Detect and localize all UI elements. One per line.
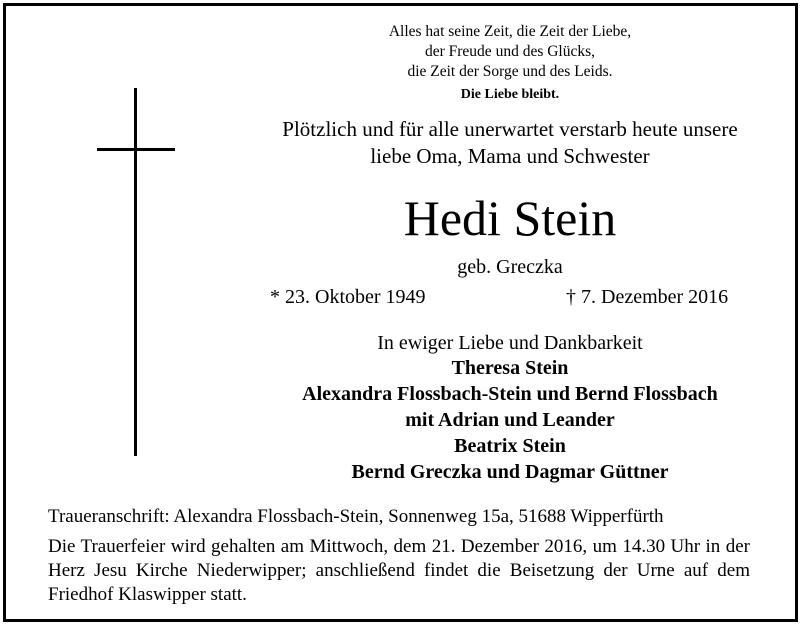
deceased-name: Hedi Stein [403, 190, 617, 246]
mourner-name: Bernd Greczka und Dagmar Güttner [351, 461, 669, 483]
quote-line: Alles hat seine Zeit, die Zeit der Liebe, [388, 23, 632, 40]
announcement-text [260, 116, 760, 170]
quote-closing: Die Liebe bleibt. [460, 87, 560, 102]
announcement-line: liebe Oma, Mama und Schwester [370, 144, 650, 168]
death-date: † 7. Dezember 2016 [566, 286, 729, 308]
announcement-line: Plötzlich und für alle unerwartet verstarb heute unsere [282, 117, 738, 141]
mourner-name: Alexandra Flossbach-Stein und Bernd Flossbach [302, 383, 718, 405]
mourner-name: Beatrix Stein [454, 435, 566, 457]
mourners-intro: In ewiger Liebe und Dankbarkeit [377, 332, 643, 354]
mourners-list [230, 355, 790, 485]
maiden-name: geb. Greczka [457, 256, 563, 278]
mourner-name: mit Adrian und Leander [405, 409, 615, 431]
quote-line: der Freude und des Glücks, [424, 43, 596, 60]
mourning-address: Traueranschrift: Alexandra Flossbach-Stein, Sonnenweg 15a, 51688 Wipperfürth [48, 506, 664, 527]
birth-date: * 23. Oktober 1949 [270, 286, 426, 308]
quote-block [260, 22, 760, 105]
quote-line: die Zeit der Sorge und des Leids. [407, 63, 613, 80]
funeral-service-info: Die Trauerfeier wird gehalten am Mittwoch, dem 21. Dezember 2016, um 14.30 Uhr in der Herz Jesu Kirche Niederwipper; anschließend findet die Beisetzung der Urne auf dem Friedhof Klaswipper statt. [48, 536, 750, 605]
mourner-name: Theresa Stein [451, 357, 569, 379]
